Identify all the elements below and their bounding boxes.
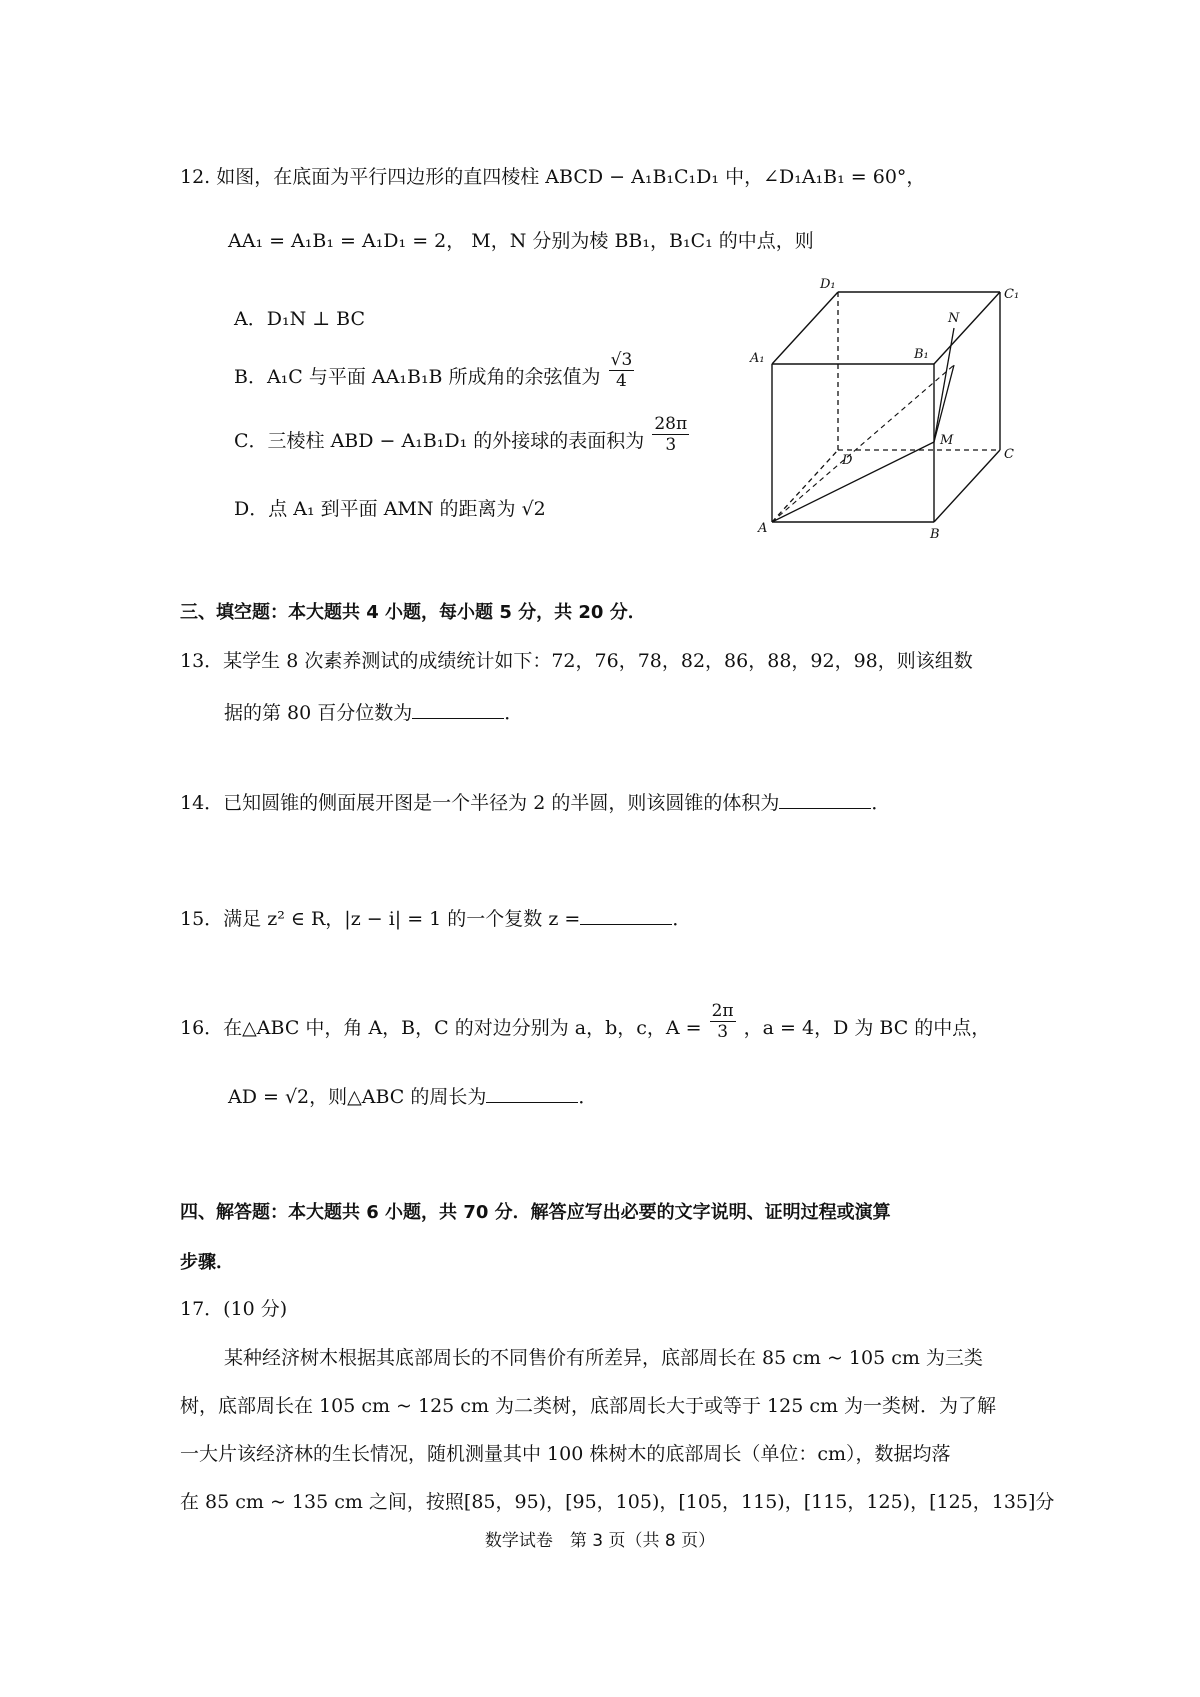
label-d: D (842, 453, 853, 468)
q15-text: 15．满足 z² ∈ R，|z − i| = 1 的一个复数 z = (180, 908, 581, 930)
q12-option-d: D．点 A₁ 到平面 AMN 的距离为 √2 (234, 498, 546, 520)
q12-option-b-denominator: 4 (616, 370, 627, 391)
q17-paragraph-line4: 在 85 cm ~ 135 cm 之间，按照[85，95)，[95，105)，[105，115)，[115，125)，[125，135]分 (180, 1491, 1055, 1513)
edge-ad (772, 450, 838, 522)
q15-answer-blank (580, 906, 672, 925)
q16-line2-text: AD = √2，则△ABC 的周长为 (228, 1086, 487, 1108)
prism-figure (730, 270, 1030, 540)
q17-paragraph-line3: 一大片该经济林的生长情况，随机测量其中 100 株树木的底部周长（单位：cm），数据均落 (180, 1443, 951, 1465)
label-a: A (758, 521, 768, 536)
q15-line (180, 906, 691, 932)
section-4-title-line1: 四、解答题：本大题共 6 小题，共 70 分．解答应写出必要的文字说明、证明过程或演算 (180, 1202, 891, 1223)
q13-line2 (224, 700, 523, 726)
label-m: M (940, 433, 954, 448)
label-b: B (930, 527, 940, 540)
q14-line (180, 790, 890, 816)
q12-option-b-text: B．A₁C 与平面 AA₁B₁B 所成角的余弦值为 (234, 366, 601, 388)
q16-line1-suffix: ，a = 4，D 为 BC 的中点， (743, 1017, 991, 1039)
q12-option-c-fraction (652, 414, 689, 455)
q16-line1-prefix: 16．在△ABC 中，角 A，B，C 的对边分别为 a，b，c，A = (180, 1017, 702, 1039)
section-4-title-line2: 步骤． (180, 1252, 234, 1273)
q13-period: ． (504, 702, 524, 724)
q12-option-c-text: C．三棱柱 ABD − A₁B₁D₁ 的外接球的表面积为 (234, 430, 645, 452)
label-d1: D₁ (820, 277, 836, 292)
label-c: C (1004, 447, 1014, 462)
q12-option-c-denominator: 3 (665, 434, 677, 455)
q13-answer-blank (412, 700, 504, 719)
segment-m-n-upper (934, 328, 954, 442)
q12-option-b (234, 349, 636, 391)
q16-answer-blank (486, 1084, 578, 1103)
section-3-title: 三、填空题：本大题共 4 小题，每小题 5 分，共 20 分． (180, 602, 646, 623)
q17-paragraph-line1: 某种经济树木根据其底部周长的不同售价有所差异，底部周长在 85 cm ~ 105 cm 为三类 (224, 1347, 983, 1369)
q14-answer-blank (779, 790, 871, 809)
q14-period: ． (871, 792, 891, 814)
label-b1: B₁ (914, 347, 929, 362)
q16-angle-fraction (710, 1001, 736, 1042)
segment-mn (934, 365, 954, 442)
q16-period: ． (578, 1086, 598, 1108)
label-a1: A₁ (750, 351, 765, 366)
page-footer: 数学试卷 第 3 页（共 8 页） (484, 1531, 716, 1551)
q16-fraction-numerator: 2π (711, 1000, 734, 1021)
q12-option-c-numerator: 28π (654, 413, 688, 434)
edge-b1c1 (934, 292, 1000, 364)
q17-header: 17．(10 分) (180, 1298, 288, 1320)
segment-an (772, 365, 954, 522)
q13-line1: 13．某学生 8 次素养测试的成绩统计如下：72，76，78，82，86，88，92，98，则该组数 (180, 650, 973, 672)
q16-line2 (228, 1084, 597, 1110)
q12-option-b-numerator: √3 (610, 349, 633, 370)
label-c1: C₁ (1004, 287, 1020, 302)
edge-a1d1 (772, 292, 838, 364)
segment-am (772, 442, 934, 522)
q17-paragraph-line2: 树，底部周长在 105 cm ~ 125 cm 为二类树，底部周长大于或等于 125 cm 为一类树．为了解 (180, 1395, 997, 1417)
edge-bc (934, 450, 1000, 522)
q12-stem-line2: AA₁ = A₁B₁ = A₁D₁ = 2， M，N 分别为棱 BB₁，B₁C₁ 的中点，则 (228, 230, 814, 252)
q12-stem-line1: 12. 如图，在底面为平行四边形的直四棱柱 ABCD − A₁B₁C₁D₁ 中，∠D₁A₁B₁ = 60°， (180, 166, 926, 188)
q13-line2-text: 据的第 80 百分位数为 (224, 702, 413, 724)
q12-option-b-fraction (609, 350, 635, 391)
q16-fraction-denominator: 3 (717, 1021, 729, 1042)
q15-period: ． (672, 908, 692, 930)
q12-option-a: A．D₁N ⊥ BC (234, 308, 365, 330)
q14-text: 14．已知圆锥的侧面展开图是一个半径为 2 的半圆，则该圆锥的体积为 (180, 792, 780, 814)
label-n: N (948, 311, 960, 326)
